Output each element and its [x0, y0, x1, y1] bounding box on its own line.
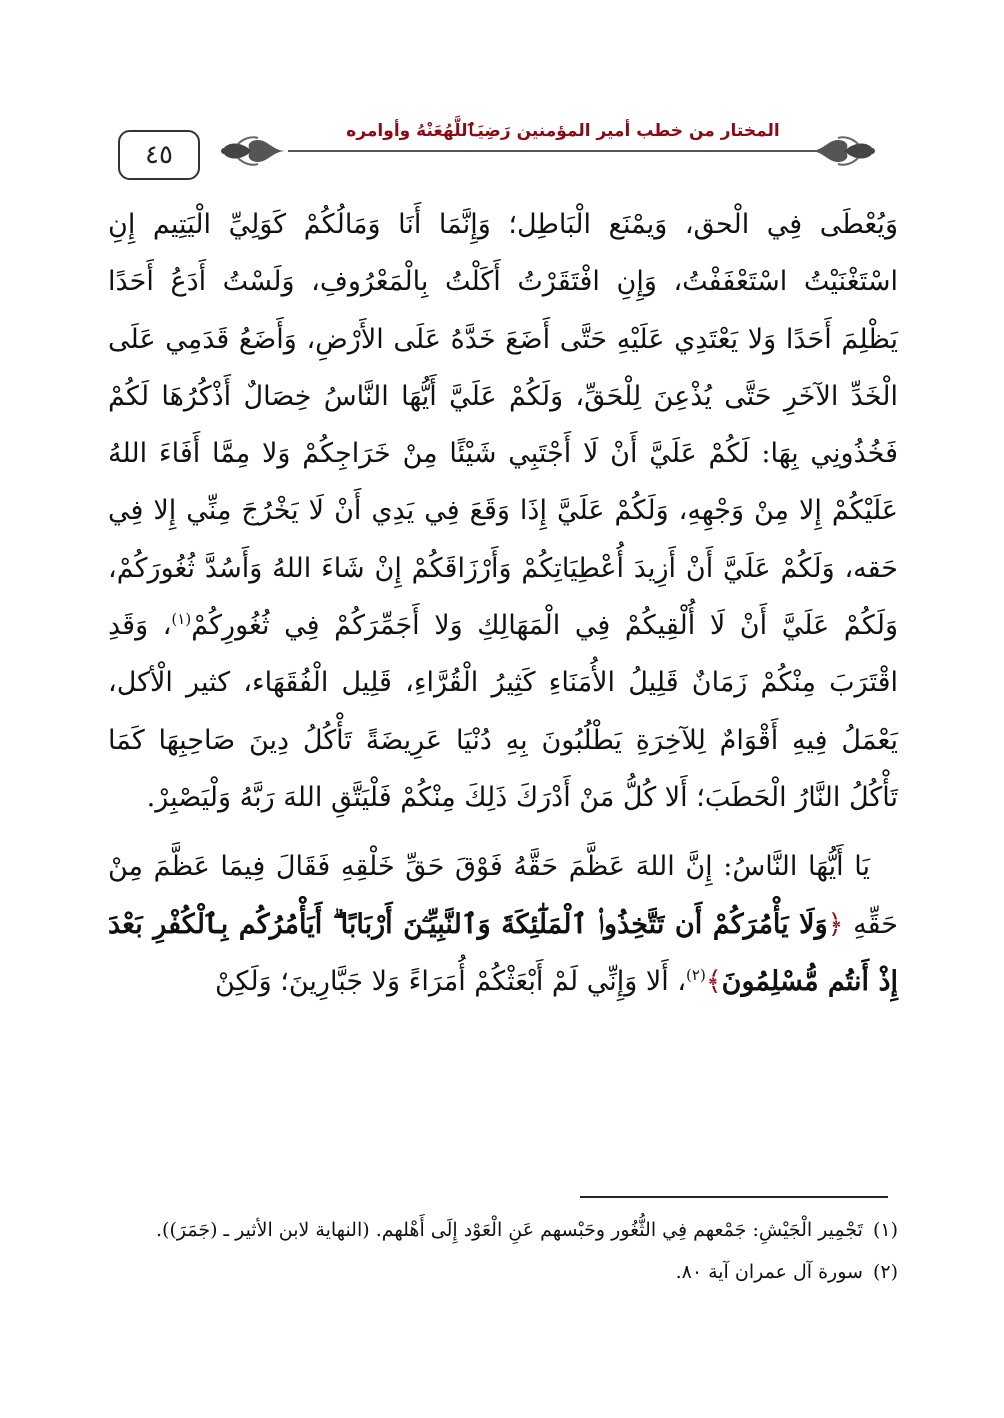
footnote-number: (٢): [872, 1261, 898, 1283]
footnote-divider: [580, 1196, 888, 1198]
paragraph: [108, 838, 898, 1010]
main-text: [108, 196, 898, 1010]
footnote-text: سورة آل عمران آية ٨٠.: [675, 1261, 863, 1283]
page-header: [108, 112, 898, 192]
paragraph-text: ، وَقَدِ اقْتَرَبَ مِنْكُمْ زَمَانٌ قَلِيلُ الأُمَنَاءِ كَثِيرُ الْقُرَّاءِ، قَلِيل الْفُقَهَاء، كثير الْأكل، يَعْمَلُ فِيهِ أَقْوَامٌ لِلآخِرَةِ يَطْلُبُونَ بِهِ دُنْيَا عَرِيضَةً تَأْكُلُ دِينَ صَاحِبِهَا كَمَا تَأْكُلُ النَّارُ الْحَطَبَ؛ أَلا كُلُّ مَنْ أَدْرَكَ ذَلِكَ مِنْكُمْ فَلْيَتَّقِ اللهَ رَبَّهُ وَلْيَصْبِرْ.: [108, 610, 898, 813]
footnote-marker[interactable]: (١): [171, 610, 192, 629]
footnote-number: (١): [872, 1219, 898, 1241]
page-number: ٤٥: [118, 130, 200, 180]
paragraph: [108, 196, 898, 826]
footnote-marker[interactable]: (٢): [686, 965, 706, 984]
header-rule: [288, 150, 848, 152]
quran-brace-close: ﴾: [705, 965, 722, 997]
paragraph-text: وَيُعْطَى فِي الْحق، وَيمْنَع الْبَاطِل؛ وَإِنَّمَا أَنَا وَمَالُكُمْ كَوَلِيِّ الْيَتِيم إِنِ اسْتَغْنَيْتُ اسْتَعْفَفْتُ، وَإِنِ افْتَقَرْتُ أَكَلْتُ بِالْمَعْرُوفِ، وَلَسْتُ أَدَعُ أَحَدًا يَظْلِمَ أَحَدًا وَلا يَعْتَدِي عَلَيْهِ حَتَّى أَضَعَ خَدَّهُ عَلَى الأَرْضِ، وَأَضَعُ قَدَمِي عَلَى الْخَدِّ الآخَرِ حَتَّى يُذْعِنَ لِلْحَقِّ، وَلَكُمْ عَلَيَّ أَيُّهَا النَّاسُ خِصَالٌ أَذْكُرُهَا لَكُمْ فَخُذُونِي بِهَا: لَكُمْ عَلَيَّ أَنْ لَا أَجْتَبِي شَيْئًا مِنْ خَرَاجِكُمْ وَلا مِمَّا أَفَاءَ اللهُ عَلَيْكُمْ إِلا مِنْ وَجْهِهِ، وَلَكُمْ عَلَيَّ إِذَا وَقَعَ فِي يَدِي أَنْ لَا يَخْرُجَ مِنِّي إِلا فِي حَقه، وَلَكُمْ عَلَيَّ أَنْ أَزِيدَ أُعْطِيَاتِكُمْ وَأَرْزَاقَكُمْ إِنْ شَاءَ اللهُ وَأَسُدَّ ثُغُورَكُمْ، وَلَكُمْ عَلَيَّ أَنْ لَا أُلْقِيكُمْ فِي الْمَهَالِكِ وَلا أَجَمِّرَكُمْ فِي ثُغُورِكُمْ: [108, 209, 898, 642]
footnote-item: [108, 1212, 898, 1248]
footnote-text: تَجْمِير الْجَيْشِ: جَمْعهم فِي الثُّغُور وحَبْسهم عَنِ الْعَوْد إِلَى أَهْلهم. (النهاية لابن الأثير ـ (جَمَرَ)).: [156, 1219, 863, 1241]
quran-brace-open: ﴿: [827, 908, 844, 940]
footnote-item: [108, 1254, 898, 1290]
quran-verse: وَلَا يَأْمُرَكُمْ أَن تَتَّخِذُوا۟ ٱلْمَلَٰٓئِكَةَ وَٱلنَّبِيِّـۧنَ أَرْبَابًا ۗ أَيَأْمُرُكُم بِٱلْكُفْرِ بَعْدَ إِذْ أَنتُم مُّسْلِمُونَ: [108, 908, 898, 997]
ornament-right-icon: [808, 134, 878, 168]
footnotes: [108, 1212, 898, 1296]
running-title: المختار من خطب أمير المؤمنين رَضِيَٱللَّهُعَنْهُ وأوامره: [346, 121, 780, 141]
paragraph-text: يَا أَيُّهَا النَّاسُ: إِنَّ اللهَ عَظَّمَ حَقَّهُ فَوْقَ حَقِّ خَلْقِهِ فَقَالَ فِيمَا عَظَّمَ مِنْ حَقِّهِ: [108, 851, 898, 940]
paragraph-text: ، أَلا وَإِنِّي لَمْ أَبْعَثْكُمْ أُمَرَاءً وَلا جَبَّارِينَ؛ وَلَكِنْ: [214, 965, 687, 997]
